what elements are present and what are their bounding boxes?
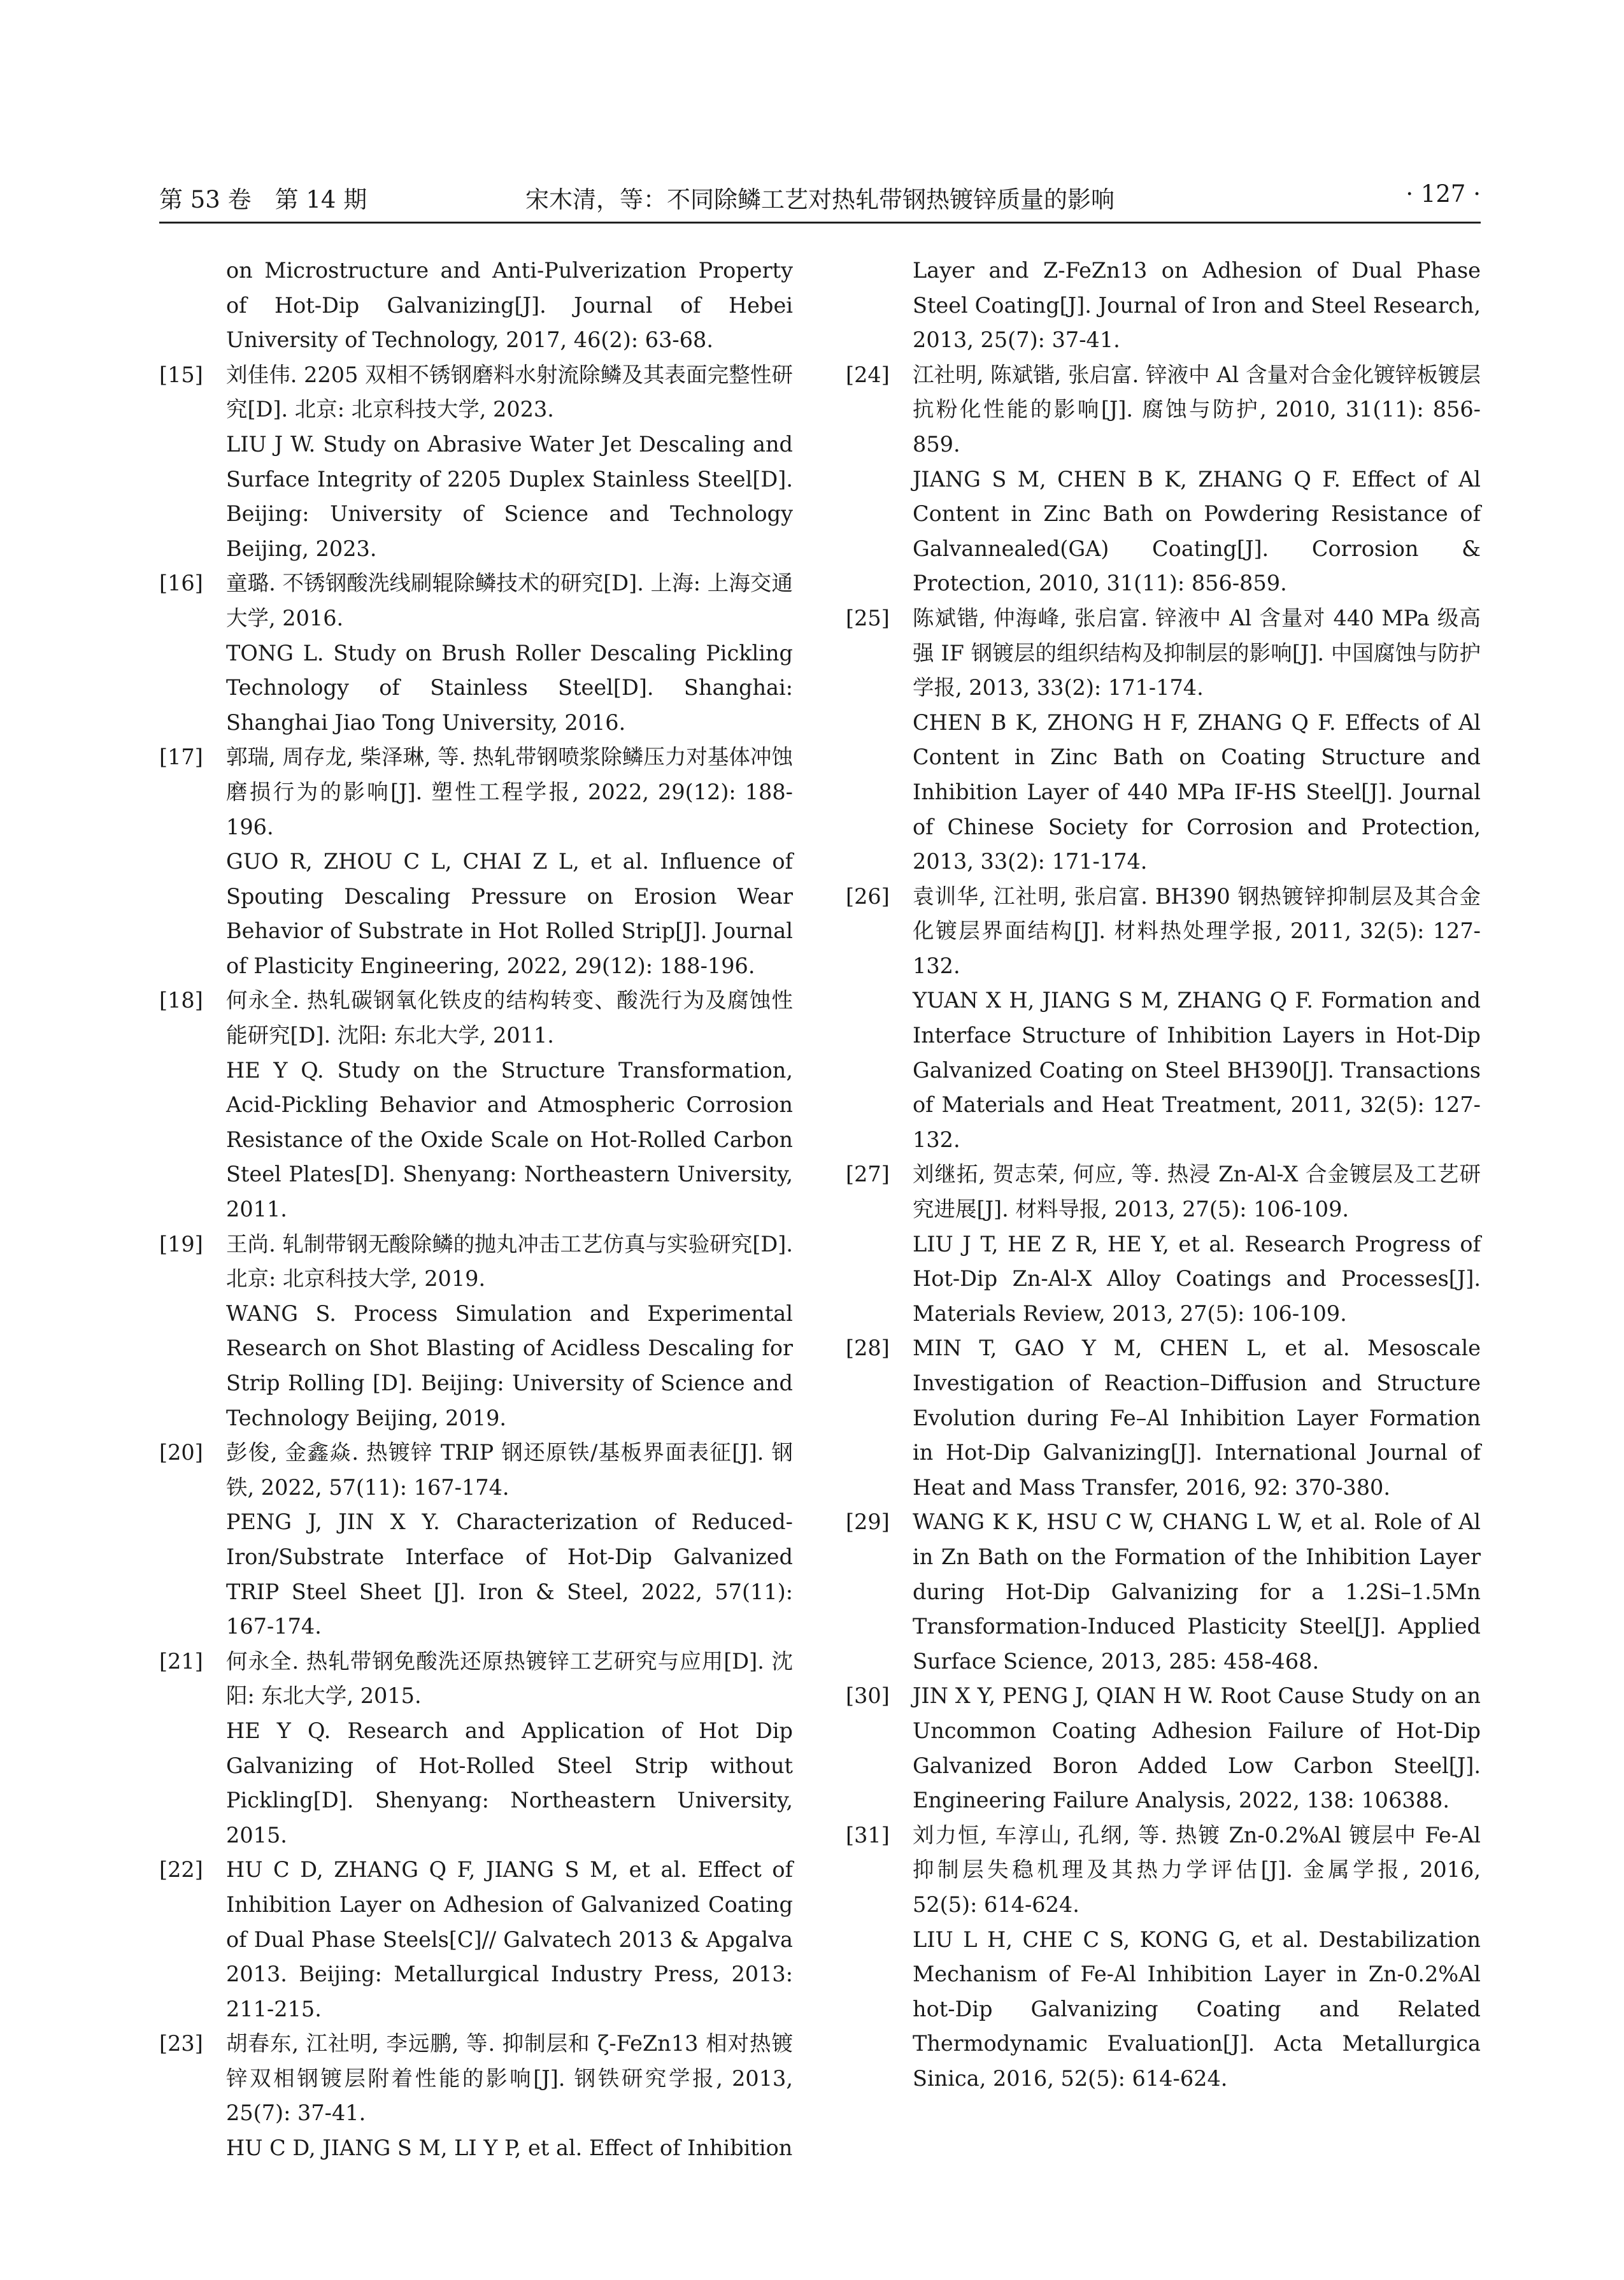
reference-body — [913, 1679, 1481, 1818]
reference-text-chinese: 陈斌锴, 仲海峰, 张启富. 锌液中 Al 含量对 440 MPa 级高强 IF 钢镀层的组织结构及抑制层的影响[J]. 中国腐蚀与防护学报, 2013, 33(2): 171-174. — [913, 605, 1481, 701]
reference-text-english: WANG S. Process Simulation and Experimental Research on Shot Blasting of Acidless Descaling for Strip Rolling [D]. Beijing: University of Science and Technology Beijing, 2019. — [226, 1300, 793, 1430]
reference-number: [31] — [846, 1822, 890, 1848]
reference-column-left — [159, 253, 793, 2166]
reference-list-right — [846, 358, 1481, 2097]
reference-continuation: on Microstructure and Anti-Pulverization Property of Hot-Dip Galvanizing[J]. Journal of Hebei University of Technology, 2017, 46(2): 63-68. — [226, 258, 793, 353]
reference-number: [18] — [159, 988, 203, 1013]
reference-number: [24] — [846, 362, 890, 387]
reference-text-english: HE Y Q. Research and Application of Hot Dip Galvanizing of Hot-Rolled Steel Strip without Pickling[D]. Shenyang: Northeastern University, 2015. — [226, 1718, 793, 1848]
reference-number: [21] — [159, 1648, 203, 1674]
reference-entry — [846, 1157, 1481, 1331]
reference-body — [226, 1644, 793, 1853]
reference-body — [226, 740, 793, 983]
reference-entry — [846, 880, 1481, 1158]
reference-number: [16] — [159, 571, 203, 596]
reference-body — [226, 1227, 793, 1436]
reference-body — [913, 880, 1481, 1158]
reference-text-chinese: 胡春东, 江社明, 李远鹏, 等. 抑制层和 ζ-FeZn13 相对热镀锌双相钢镀层附着性能的影响[J]. 钢铁研究学报, 2013, 25(7): 37-41. — [226, 2031, 793, 2126]
reference-body — [913, 358, 1481, 601]
reference-text-chinese: 刘力恒, 车淳山, 孔纲, 等. 热镀 Zn-0.2%Al 镀层中 Fe-Al 抑制层失稳机理及其热力学评估[J]. 金属学报, 2016, 52(5): 614-624. — [913, 1822, 1481, 1917]
reference-entry — [159, 1436, 793, 1644]
reference-continuation: Layer and Z-FeZn13 on Adhesion of Dual Phase Steel Coating[J]. Journal of Iron and Steel Research, 2013, 25(7): 37-41. — [913, 258, 1481, 353]
reference-entry — [159, 1853, 793, 2027]
reference-text-english: YUAN X H, JIANG S M, ZHANG Q F. Formation and Interface Structure of Inhibition Layers in Hot-Dip Galvanized Coating on Steel BH390[J]. Transactions of Materials and Heat Treatment, 2011, 32(5): 127-132. — [913, 988, 1481, 1152]
reference-number: [17] — [159, 745, 203, 770]
reference-entry — [846, 601, 1481, 880]
reference-body — [226, 566, 793, 740]
reference-body — [226, 358, 793, 567]
reference-text-english: HU C D, ZHANG Q F, JIANG S M, et al. Effect of Inhibition Layer on Adhesion of Galvanized Coating of Dual Phase Steels[C]// Galvatech 2013 & Apgalva 2013. Beijing: Metallurgical Industry Press, 2013: 211-215. — [226, 1857, 793, 2021]
reference-body — [913, 1157, 1481, 1331]
reference-body — [226, 1436, 793, 1644]
reference-text-chinese: 刘佳伟. 2205 双相不锈钢磨料水射流除鳞及其表面完整性研究[D]. 北京: 北京科技大学, 2023. — [226, 362, 793, 422]
reference-body — [913, 1505, 1481, 1679]
reference-entry — [159, 740, 793, 983]
reference-text-chinese: 江社明, 陈斌锴, 张启富. 锌液中 Al 含量对合金化镀锌板镀层抗粉化性能的影响[J]. 腐蚀与防护, 2010, 31(11): 856-859. — [913, 362, 1481, 457]
reference-text-english: GUO R, ZHOU C L, CHAI Z L, et al. Influence of Spouting Descaling Pressure on Erosion Wear Behavior of Substrate in Hot Rolled Strip[J]. Journal of Plasticity Engineering, 2022, 29(12): 188-196. — [226, 849, 793, 978]
reference-text-english: LIU J W. Study on Abrasive Water Jet Descaling and Surface Integrity of 2205 Duplex Stainless Steel[D]. Beijing: University of Science and Technology Beijing, 2023. — [226, 431, 793, 561]
reference-entry — [159, 1644, 793, 1853]
reference-entry — [846, 1818, 1481, 2097]
reference-number: [22] — [159, 1857, 203, 1883]
reference-number: [26] — [846, 883, 890, 909]
reference-text-chinese: 彭俊, 金鑫焱. 热镀锌 TRIP 钢还原铁/基板界面表征[J]. 钢铁, 2022, 57(11): 167-174. — [226, 1440, 793, 1500]
reference-number: [23] — [159, 2031, 203, 2056]
reference-text-english: LIU L H, CHE C S, KONG G, et al. Destabilization Mechanism of Fe-Al Inhibition Layer in Zn-0.2%Al hot-Dip Galvanizing Coating and Related Thermodynamic Evaluation[J]. Acta Metallurgica Sinica, 2016, 52(5): 614-624. — [913, 1927, 1481, 2091]
reference-entry — [159, 983, 793, 1227]
reference-list-left — [159, 358, 793, 2166]
reference-body — [226, 983, 793, 1227]
reference-number: [29] — [846, 1509, 890, 1535]
reference-number: [30] — [846, 1683, 890, 1709]
reference-text-chinese: 刘继拓, 贺志荣, 何应, 等. 热浸 Zn-Al-X 合金镀层及工艺研究进展[J]. 材料导报, 2013, 27(5): 106-109. — [913, 1162, 1481, 1222]
reference-text-english: MIN T, GAO Y M, CHEN L, et al. Mesoscale Investigation of Reaction–Diffusion and Structure Evolution during Fe–Al Inhibition Layer Formation in Hot-Dip Galvanizing[J]. International Journal of Heat and Mass Transfer, 2016, 92: 370-380. — [913, 1336, 1481, 1500]
reference-entry — [159, 358, 793, 567]
reference-text-chinese: 何永全. 热轧带钢免酸洗还原热镀锌工艺研究与应用[D]. 沈阳: 东北大学, 2015. — [226, 1648, 793, 1709]
reference-text-english: JIANG S M, CHEN B K, ZHANG Q F. Effect of Al Content in Zinc Bath on Powdering Resistance of Galvannealed(GA) Coating[J]. Corrosion & Protection, 2010, 31(11): 856-859. — [913, 466, 1481, 596]
running-title: 宋木清，等：不同除鳞工艺对热轧带钢热镀锌质量的影响 — [525, 186, 1115, 213]
reference-text-chinese: 袁训华, 江社明, 张启富. BH390 钢热镀锌抑制层及其合金化镀层界面结构[J]. 材料热处理学报, 2011, 32(5): 127-132. — [913, 883, 1481, 978]
reference-text-english: PENG J, JIN X Y. Characterization of Reduced-Iron/Substrate Interface of Hot-Dip Galvanized TRIP Steel Sheet [J]. Iron & Steel, 2022, 57(11): 167-174. — [226, 1509, 793, 1639]
reference-text-english: TONG L. Study on Brush Roller Descaling Pickling Technology of Stainless Steel[D]. Shanghai: Shanghai Jiao Tong University, 2016. — [226, 640, 793, 735]
page-number: · 127 · — [1406, 180, 1481, 208]
reference-entry — [159, 2027, 793, 2165]
reference-text-english: CHEN B K, ZHONG H F, ZHANG Q F. Effects of Al Content in Zinc Bath on Coating Structure and Inhibition Layer of 440 MPa IF-HS Steel[J]. Journal of Chinese Society for Corrosion and Protection, 2013, 33(2): 171-174. — [913, 709, 1481, 874]
reference-text-chinese: 童璐. 不锈钢酸洗线刷辊除鳞技术的研究[D]. 上海: 上海交通大学, 2016. — [226, 571, 793, 631]
reference-number: [20] — [159, 1440, 203, 1465]
reference-text-chinese: 何永全. 热轧碳钢氧化铁皮的结构转变、酸洗行为及腐蚀性能研究[D]. 沈阳: 东北大学, 2011. — [226, 988, 793, 1048]
reference-text-english: HE Y Q. Study on the Structure Transformation, Acid-Pickling Behavior and Atmospheric Corrosion Resistance of the Oxide Scale on Hot-Rolled Carbon Steel Plates[D]. Shenyang: Northeastern University, 2011. — [226, 1057, 793, 1222]
reference-number: [19] — [159, 1231, 203, 1257]
reference-body — [913, 1331, 1481, 1505]
reference-number: [27] — [846, 1162, 890, 1187]
reference-entry — [159, 566, 793, 740]
reference-number: [15] — [159, 362, 203, 387]
reference-text-english: LIU J T, HE Z R, HE Y, et al. Research Progress of Hot-Dip Zn-Al-X Alloy Coatings and Processes[J]. Materials Review, 2013, 27(5): 106-109. — [913, 1231, 1481, 1326]
header-rule — [159, 222, 1481, 224]
reference-body — [913, 1818, 1481, 2097]
reference-body — [913, 601, 1481, 880]
reference-number: [25] — [846, 605, 890, 631]
volume-issue: 第 53 卷 第 14 期 — [159, 186, 367, 213]
reference-text-english: WANG K K, HSU C W, CHANG L W, et al. Role of Al in Zn Bath on the Formation of the Inhibition Layer during Hot-Dip Galvanizing for a 1.2Si–1.5Mn Transformation-Induced Plasticity Steel[J]. Applied Surface Science, 2013, 285: 458-468. — [913, 1509, 1481, 1674]
reference-text-chinese: 郭瑞, 周存龙, 柴泽琳, 等. 热轧带钢喷浆除鳞压力对基体冲蚀磨损行为的影响[J]. 塑性工程学报, 2022, 29(12): 188-196. — [226, 745, 793, 839]
running-header — [159, 180, 1481, 225]
reference-column-right — [846, 253, 1481, 2096]
reference-entry — [846, 358, 1481, 601]
reference-number: [28] — [846, 1336, 890, 1361]
reference-entry — [846, 1679, 1481, 1818]
reference-text-english: JIN X Y, PENG J, QIAN H W. Root Cause Study on an Uncommon Coating Adhesion Failure of Hot-Dip Galvanized Boron Added Low Carbon Steel[J]. Engineering Failure Analysis, 2022, 138: 106388. — [913, 1683, 1481, 1813]
reference-entry — [846, 1505, 1481, 1679]
reference-text-english: HU C D, JIANG S M, LI Y P, et al. Effect of Inhibition — [226, 2135, 793, 2161]
reference-body — [226, 1853, 793, 2027]
reference-text-chinese: 王尚. 轧制带钢无酸除鳞的抛丸冲击工艺仿真与实验研究[D]. 北京: 北京科技大学, 2019. — [226, 1231, 793, 1292]
reference-entry — [846, 1331, 1481, 1505]
reference-body — [226, 2027, 793, 2165]
reference-entry — [159, 1227, 793, 1436]
